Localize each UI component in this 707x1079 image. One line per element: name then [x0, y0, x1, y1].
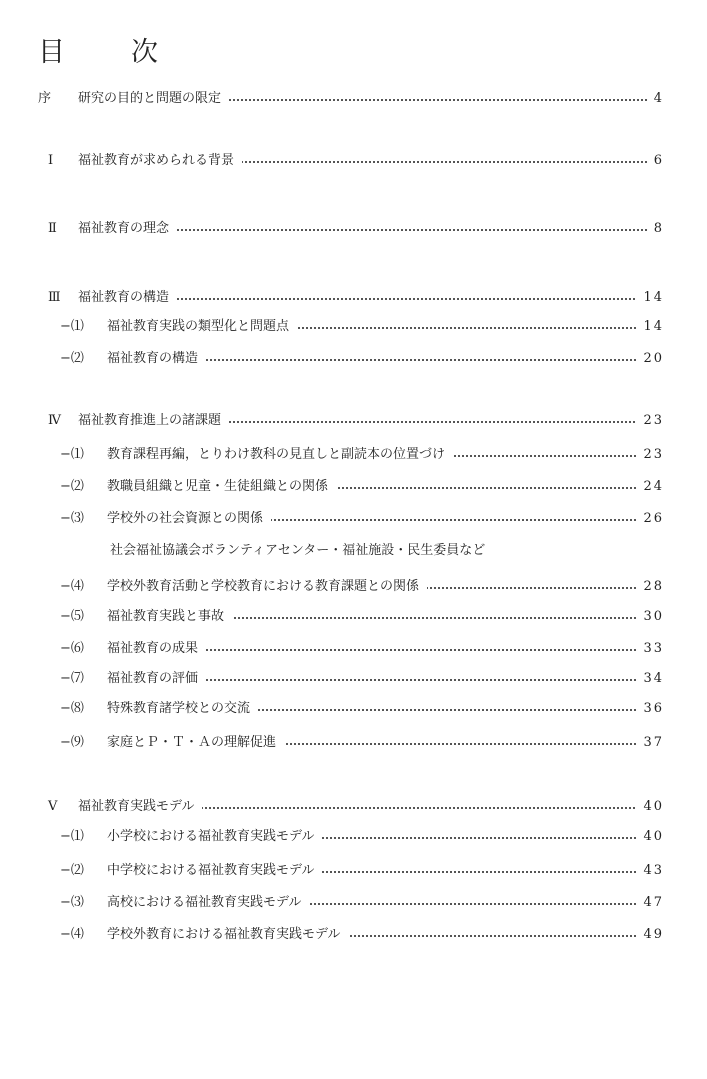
toc-entry-page: 23 — [637, 410, 664, 432]
toc-entry-label: 福祉教育推進上の諸課題 — [78, 410, 229, 432]
toc-entry — [0, 576, 707, 598]
toc-entry — [0, 287, 707, 309]
toc-entry-label: 教職員組織と児童・生徒組織との関係 — [107, 476, 336, 498]
toc-entry-number: Ⅳ — [48, 413, 61, 428]
toc-entry-label: 特殊教育諸学校との交流 — [107, 698, 258, 720]
toc-entry-label: 福祉教育の評価 — [107, 668, 206, 690]
toc-note: 社会福祉協議会ボランティアセンター・福祉施設・民生委員など — [110, 543, 486, 558]
toc-entry-number: Ⅲ — [48, 290, 61, 305]
toc-entry-number: −⑶ — [60, 895, 84, 910]
toc-entry-number: −⑴ — [60, 829, 84, 844]
toc-entry-number: −⑷ — [60, 927, 84, 942]
toc-entry-label: 福祉教育実践モデル — [78, 796, 202, 818]
toc-entry-number: 序 — [38, 91, 52, 106]
toc-entry-page: 20 — [637, 348, 664, 370]
toc-entry — [0, 924, 707, 946]
toc-entry-page: 34 — [637, 668, 664, 690]
toc-entry — [0, 508, 707, 530]
toc-entry-label: 福祉教育の構造 — [107, 348, 206, 370]
toc-entry-number: −⑻ — [60, 701, 84, 716]
toc-entry-label: 学校外教育における福祉教育実践モデル — [107, 924, 348, 946]
page-title — [38, 30, 158, 69]
toc-entry-page: 4 — [648, 88, 664, 110]
toc-entry — [0, 892, 707, 914]
title-char-1: 目 — [38, 37, 65, 68]
toc-entry-number: −⑵ — [60, 863, 84, 878]
toc-entry-page: 28 — [637, 576, 664, 598]
toc-entry-label: 福祉教育の成果 — [107, 638, 206, 660]
toc-entry-label: 福祉教育実践と事故 — [107, 606, 232, 628]
toc-entry-label: 高校における福祉教育実践モデル — [107, 892, 309, 914]
toc-entry-number: Ⅴ — [48, 799, 58, 814]
toc-entry — [0, 860, 707, 882]
toc-entry-page: 40 — [637, 826, 664, 848]
toc-entry-number: −⑴ — [60, 447, 84, 462]
toc-entry-label: 家庭とＰ・Ｔ・Ａの理解促進 — [107, 732, 284, 754]
toc-entry-number: −⑸ — [60, 609, 84, 624]
toc-entry-label: 福祉教育の構造 — [78, 287, 177, 309]
toc-entry-page: 14 — [637, 287, 664, 309]
toc-entry-page: 33 — [637, 638, 664, 660]
toc-entry-number: Ⅱ — [48, 221, 57, 236]
toc-entry-page: 37 — [637, 732, 664, 754]
toc-entry — [0, 88, 707, 110]
toc-entry — [0, 732, 707, 754]
toc-entry-page: 23 — [637, 444, 664, 466]
toc-entry — [0, 150, 707, 172]
toc-entry-label: 研究の目的と問題の限定 — [78, 88, 229, 110]
toc-entry — [0, 316, 707, 338]
toc-entry-number: −⑺ — [60, 671, 84, 686]
toc-entry-page: 47 — [637, 892, 664, 914]
toc-entry — [0, 796, 707, 818]
toc-entry — [0, 444, 707, 466]
toc-entry-page: 26 — [637, 508, 664, 530]
toc-entry — [0, 476, 707, 498]
toc-entry-number: −⑹ — [60, 641, 84, 656]
toc-entry-number: −⑵ — [60, 479, 84, 494]
toc-entry — [0, 218, 707, 240]
toc-entry — [0, 826, 707, 848]
toc-entry-page: 43 — [637, 860, 664, 882]
toc-entry — [0, 410, 707, 432]
toc-entry-page: 30 — [637, 606, 664, 628]
toc-entry — [0, 638, 707, 660]
toc-entry — [0, 348, 707, 370]
toc-entry-label: 福祉教育の理念 — [78, 218, 177, 240]
toc-entry — [0, 668, 707, 690]
toc-entry-label: 福祉教育が求められる背景 — [78, 150, 242, 172]
toc-entry-number: −⑵ — [60, 351, 84, 366]
title-char-2: 次 — [131, 37, 158, 68]
toc-entry-page: 40 — [637, 796, 664, 818]
toc-entry-number: Ⅰ — [48, 153, 54, 168]
toc-entry-label: 中学校における福祉教育実践モデル — [107, 860, 322, 882]
toc-entry-page: 8 — [648, 218, 664, 240]
toc-entry-page: 24 — [637, 476, 664, 498]
toc-entry-label: 小学校における福祉教育実践モデル — [107, 826, 322, 848]
toc-entry-number: −⑷ — [60, 579, 84, 594]
toc-entry-page: 49 — [637, 924, 664, 946]
toc-entry-page: 6 — [648, 150, 664, 172]
toc-entry-number: −⑶ — [60, 511, 84, 526]
toc-entry — [0, 606, 707, 628]
toc-entry-page: 14 — [637, 316, 664, 338]
toc-entry-number: −⑼ — [60, 735, 84, 750]
toc-entry-label: 学校外の社会資源との関係 — [107, 508, 271, 530]
toc-entry — [0, 698, 707, 720]
toc-entry-label: 教育課程再編，とりわけ教科の見直しと副読本の位置づけ — [107, 444, 453, 466]
toc-entry-label: 福祉教育実践の類型化と問題点 — [107, 316, 297, 338]
toc-entry-label: 学校外教育活動と学校教育における教育課題との関係 — [107, 576, 427, 598]
toc-entry-number: −⑴ — [60, 319, 84, 334]
toc-entry-page: 36 — [637, 698, 664, 720]
